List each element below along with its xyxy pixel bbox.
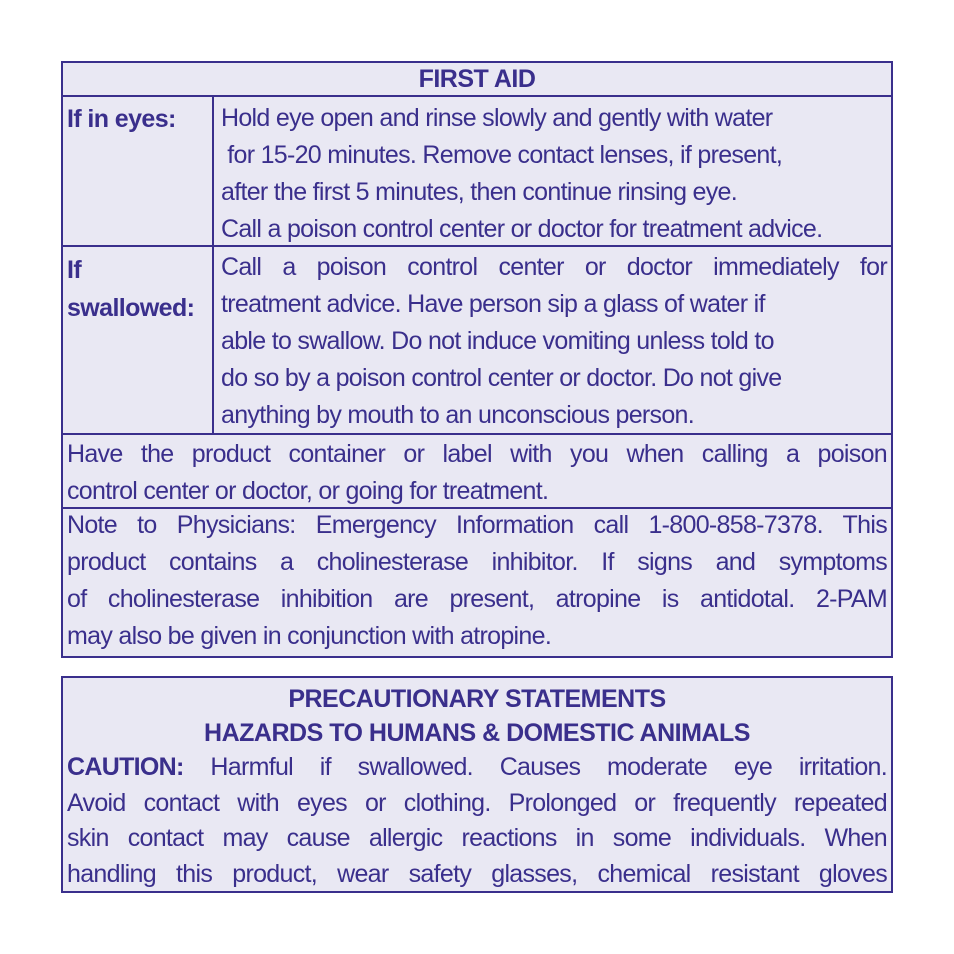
container-note-row	[63, 433, 891, 509]
swallowed-line-1: Call a poison control center or doctor immediately for	[221, 253, 887, 281]
first-aid-panel	[61, 61, 893, 658]
physicians-note-line-4: may also be given in conjunction with atropine.	[67, 622, 552, 650]
precautionary-subtitle: HAZARDS TO HUMANS & DOMESTIC ANIMALS	[204, 719, 750, 747]
first-aid-title: FIRST AID	[418, 65, 536, 93]
physicians-note-line-1: Note to Physicians: Emergency Information call 1-800-858-7378. This	[67, 511, 887, 539]
physicians-note-line-3: of cholinesterase inhibition are present, atropine is antidotal. 2-PAM	[67, 585, 887, 613]
eyes-line-1: Hold eye open and rinse slowly and gently with water	[221, 104, 773, 132]
precautionary-title: PRECAUTIONARY STATEMENTS	[288, 685, 666, 713]
swallowed-label	[63, 247, 214, 435]
swallowed-line-4: do so by a poison control center or doctor. Do not give	[221, 364, 782, 392]
caution-line-4: handling this product, wear safety glasses, chemical resistant gloves	[67, 859, 887, 888]
physicians-note	[67, 507, 887, 655]
container-note	[67, 436, 887, 510]
physicians-note-row	[63, 507, 891, 656]
container-note-line-1: Have the product container or label with you when calling a poison	[67, 440, 887, 468]
eyes-line-2: for 15-20 minutes. Remove contact lenses, if present,	[221, 141, 783, 169]
eyes-line-3: after the first 5 minutes, then continue rinsing eye.	[221, 178, 737, 206]
eyes-label	[63, 97, 214, 247]
swallowed-row	[63, 245, 891, 435]
caution-statement	[67, 750, 887, 892]
physicians-note-line-2: product contains a cholinesterase inhibitor. If signs and symptoms	[67, 548, 887, 576]
caution-line-1	[67, 750, 887, 786]
eyes-instructions	[221, 97, 887, 248]
swallowed-line-3: able to swallow. Do not induce vomiting unless told to	[221, 327, 774, 355]
eyes-row	[63, 95, 891, 247]
caution-label: CAUTION:	[67, 753, 184, 781]
precautionary-panel	[61, 676, 893, 893]
caution-line-2: Avoid contact with eyes or clothing. Prolonged or frequently repeated	[67, 788, 887, 817]
swallowed-label-line-2: swallowed:	[67, 294, 195, 322]
swallowed-line-5: anything by mouth to an unconscious person.	[221, 401, 695, 429]
eyes-label-text: If in eyes:	[67, 105, 176, 133]
swallowed-line-2: treatment advice. Have person sip a glass of water if	[221, 290, 765, 318]
container-note-line-2: control center or doctor, or going for treatment.	[67, 477, 549, 505]
eyes-line-4: Call a poison control center or doctor for treatment advice.	[221, 215, 823, 243]
swallowed-label-line-1: If	[67, 256, 82, 284]
caution-line-1-text: Harmful if swallowed. Causes moderate eye irritation.	[183, 753, 887, 781]
caution-line-3: skin contact may cause allergic reactions in some individuals. When	[67, 824, 887, 852]
swallowed-instructions	[221, 247, 887, 434]
